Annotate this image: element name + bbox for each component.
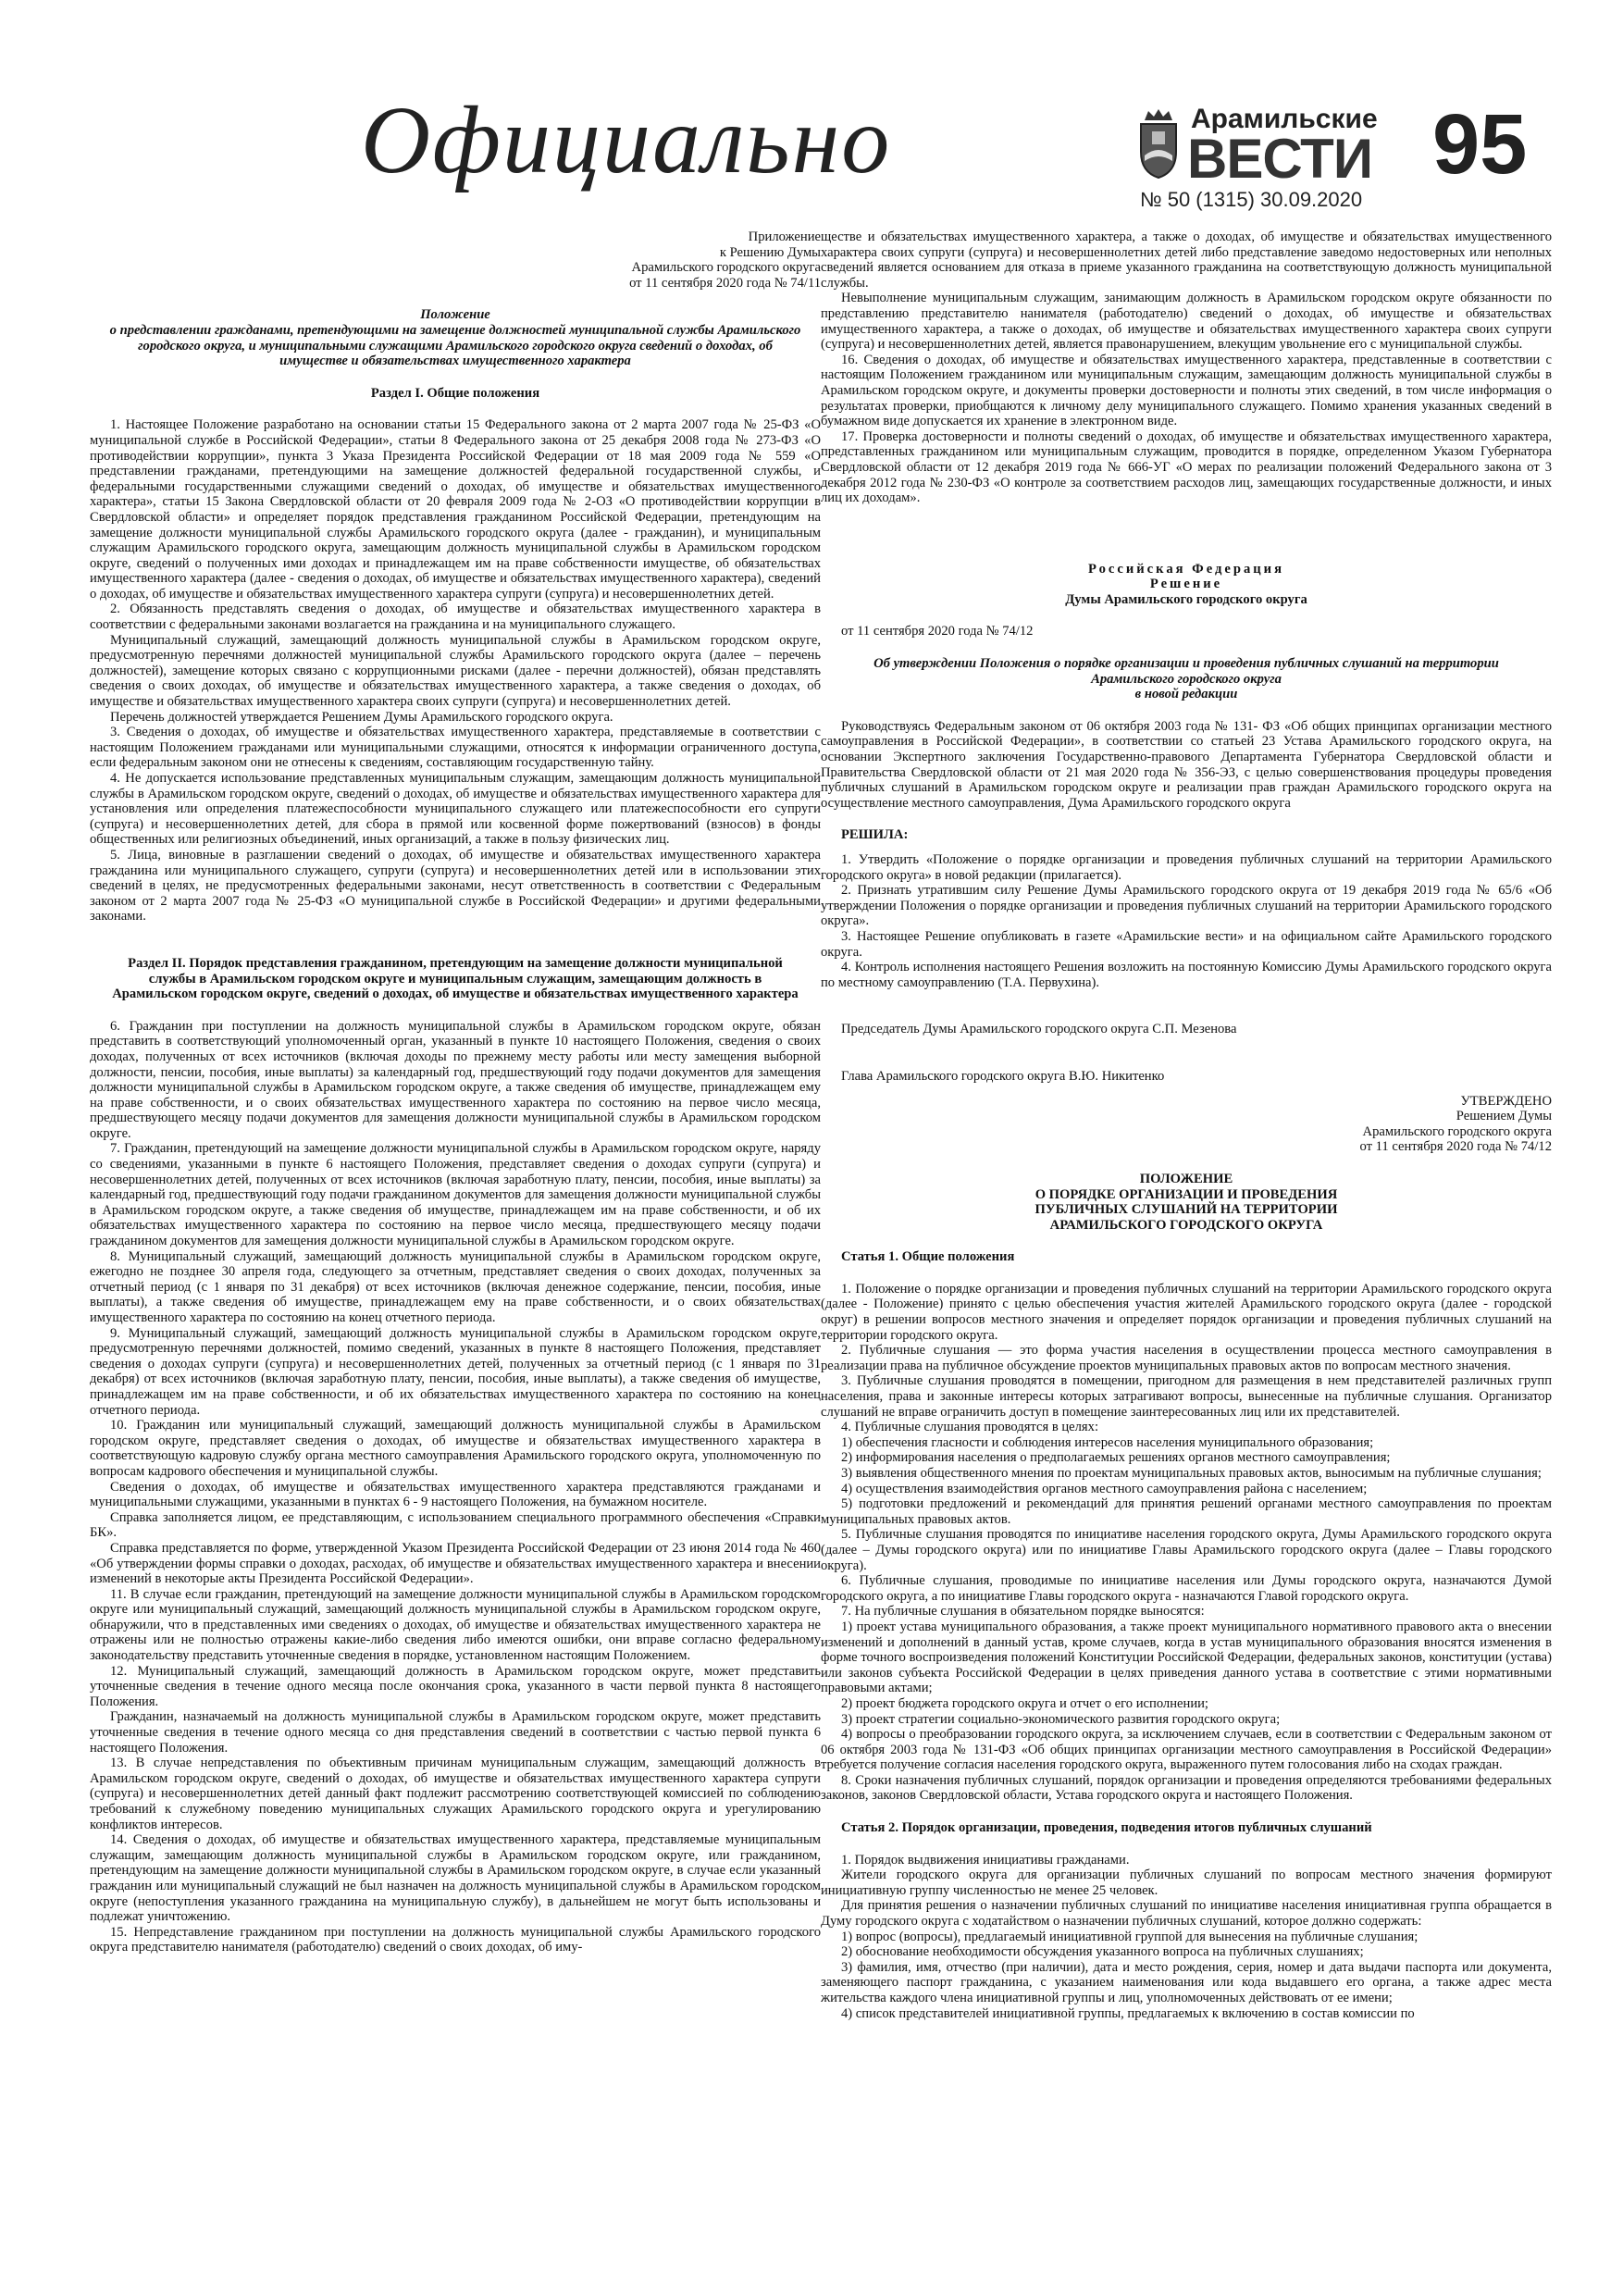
paragraph: 8. Муниципальный служащий, замещающий должность муниципальной службы в Арамильском городском округе, ежегодно не позднее 30 апреля года, следующего за отчетным, представляет сведения о своих доходах, полученных за отчетный период (с 1 января по 31 декабря) от всех источников (включая денежное содержание, пенсии, пособия, иные выплаты), а также сведения об имуществе, принадлежащем ему на праве собственности, и о своих обязательствах имущественного характера по состоянию на конец отчетного периода.: [90, 1248, 821, 1325]
regulation-title: О ПОРЯДКЕ ОРГАНИЗАЦИИ И ПРОВЕДЕНИЯ: [1035, 1186, 1338, 1202]
article-heading: Статья 1. Общие положения: [841, 1249, 1015, 1265]
paragraph: 2. Публичные слушания — это форма участия населения в осуществлении процесса местного самоуправления в реализации права на публичное обсуждение проектов муниципальных правовых актов по вопросам местного значения.: [821, 1343, 1552, 1373]
paragraph: 4) осуществления взаимодействия органов местного самоуправления района с населением;: [841, 1481, 1368, 1496]
paragraph: 3) проект стратегии социально-экономического развития городского округа;: [841, 1711, 1281, 1727]
paragraph: 1) обеспечения гласности и соблюдения интересов населения муниципального образования;: [841, 1434, 1374, 1450]
resolution-item: 3. Настоящее Решение опубликовать в газете «Арамильские вести» и на официальном сайте Арамильского городского округа.: [821, 928, 1552, 960]
paragraph: 8. Сроки назначения публичных слушаний, порядок организации и проведения определяются требованиями федеральных законов, законов Свердловской области, Устава городского округа и настоящего Положения.: [821, 1772, 1552, 1804]
decision-date: от 11 сентября 2020 года № 74/12: [841, 624, 1034, 639]
paragraph: 4. Не допускается использование представленных муниципальным служащим, замещающим должность муниципальной службы в Арамильском городском округе, сведений о доходах, об имуществе и обязательствах имущественного характера для установления или определения платежеспособности муниципального служащего или платежеспособности его супруги (супруга) и несовершеннолетних детей, для сбора в прямой или косвенной форме пожертвований (взносов) в фонды общественных или религиозных объединений, иных организаций, а также в пользу физических лиц.: [90, 771, 821, 848]
issue-line: № 50 (1315) 30.09.2020: [1140, 188, 1363, 211]
appendix-line: Приложение: [748, 230, 821, 244]
paragraph: 3) фамилия, имя, отчество (при наличии), дата и место рождения, серия, номер и дата выдачи паспорта или документа, заменяющего паспорт гражданина, с указанием наименования или кода выдавшего его органа, а также адрес места жительства каждого члена инициативной группы и лиц, уполномоченных действовать от ее имени;: [821, 1959, 1552, 2005]
decision-title: Об утверждении Положения о порядке организации и проведения публичных слушаний на территории Арамильского городского округа: [873, 656, 1499, 687]
appendix-line: Арамильского городского округа: [631, 260, 821, 276]
paragraph: 5. Лица, виновные в разглашении сведений о доходах, об имуществе и обязательствах имущественного характера гражданина или муниципального служащего, супруги (супруга) и несовершеннолетних детей или в использовании этих сведений в целях, не предусмотренных федеральными законами, несут ответственность в соответствии с Федеральным законом от 2 марта 2007 года № 25-ФЗ «О муниципальной службе в Российской Федерации» и другими федеральными законами.: [90, 847, 821, 925]
logo-main-text: ВЕСТИ: [1187, 128, 1372, 190]
signature-chair: Председатель Думы Арамильского городского округа С.П. Мезенова: [841, 1022, 1237, 1037]
decision-country: Российская Федерация: [1088, 561, 1284, 577]
paragraph: Жители городского округа для организации публичных слушаний по вопросам местного значения формируют инициативную группу численностью не менее 25 человек.: [821, 1868, 1552, 1898]
masthead: [0, 0, 1623, 213]
paragraph: 4) список представителей инициативной группы, предлагаемых к включению в состав комиссии по: [841, 2005, 1415, 2021]
paragraph: 15. Непредставление гражданином при поступлении на должность муниципальной службы Арамильского городского округа представителю нанимателя (работодателю) сведений о своих доходах, об иму-: [90, 1924, 821, 1955]
article-heading: Статья 2. Порядок организации, проведения, подведения итогов публичных слушаний: [841, 1820, 1372, 1836]
resolved-label: РЕШИЛА:: [841, 827, 909, 843]
paragraph: 6. Публичные слушания, проводимые по инициативе населения или Думы городского округа, назначаются Думой городского округа, а по инициативе Главы городского округа - назначаются Главой городского округа.: [821, 1573, 1552, 1604]
paragraph: Справка представляется по форме, утвержденной Указом Президента Российской Федерации от 23 июня 2014 года № 460 «Об утверждении формы справки о доходах, расходах, об имуществе и обязательствах имущественного характера и внесении изменений в некоторые акты Президента Российской Федерации».: [90, 1540, 821, 1587]
paragraph: 10. Гражданин или муниципальный служащий, замещающий должность муниципальной службы в Арамильском городском округе, представляет сведения о доходах, об имуществе и обязательствах имущественного характера в соответствующую кадровую службу органа местного самоуправления Арамильского городского округа, уполномоченную по вопросам кадрового обеспечения и муниципальной службы.: [90, 1418, 821, 1479]
paragraph: 13. В случае непредставления по объективным причинам муниципальным служащим, замещающий должность в Арамильском городском округе, сведений о доходах, об имуществе и обязательствах имущественного характера супруги (супруга) и несовершеннолетних детей данный факт подлежит рассмотрению соответствующей комиссией по соблюдению требований к служебному поведению муниципальных служащих Арамильского городского округа и урегулированию конфликтов интересов.: [90, 1756, 821, 1832]
decision-preamble: Руководствуясь Федеральным законом от 06 октября 2003 года № 131- ФЗ «Об общих принципах организации местного самоуправления в Российской Федерации», в соответствии со статьей 23 Устава Арамильского городского округа, на основании Экспертного заключения Государственно-правового Департамента Губернатора Свердловской области и Правительства Свердловской области от 21 мая 2020 года № 356-ЭЗ, с целью совершенствования процедуры проведения публичных слушаний в Арамильском городском округе и реализации прав граждан Арамильского городского округа на осуществление местного самоуправления, Дума Арамильского городского округа: [821, 718, 1552, 811]
approved-line: от 11 сентября 2020 года № 74/12: [1359, 1139, 1552, 1155]
appendix-line: к Решению Думы: [719, 244, 821, 260]
paragraph: 4. Публичные слушания проводятся в целях:: [841, 1420, 1099, 1435]
paragraph: 9. Муниципальный служащий, замещающий должность муниципальной службы в Арамильском городском округе, предусмотренную перечнями должностей, помимо сведений, указанных в пункте 8 настоящего Положения, представляет сведения о доходах супруги (супруга) и несовершеннолетних детей, полученных за отчетный период (с 1 января по 31 декабря) от всех источников (включая заработную плату, пенсии, пособия, иные выплаты), а также сведения об имуществе, принадлежащем им на праве собственности, и об их обязательствах имущественного характера по состоянию на конец отчетного периода.: [90, 1325, 821, 1418]
paragraph: 1) проект устава муниципального образования, а также проект муниципального нормативного правового акта о внесении изменений и дополнений в данный устав, кроме случаев, когда в устав муниципального образования вносятся изменения в форме точного воспроизведения положений Конституции Российской Федерации, федеральных законов, конституции (устава) или законов субъекта Российской Федерации в целях приведения данного устава в соответствие с этими нормативными правовыми актами;: [821, 1619, 1552, 1696]
paragraph: 1) вопрос (вопросы), предлагаемый инициативной группой для вынесения на публичные слушания;: [841, 1929, 1419, 1944]
paragraph: Справка заполняется лицом, ее представляющим, с использованием специального программного обеспечения «Справки БК».: [90, 1509, 821, 1541]
logo-top-text: Арамильские: [1191, 104, 1378, 134]
paragraph: 5. Публичные слушания проводятся по инициативе населения городского округа, Думы Арамильского городского округа (далее – Думы городского округа) или по инициативе Главы Арамильского городского округа (далее – Главы городского округа).: [821, 1527, 1552, 1573]
paragraph: 6. Гражданин при поступлении на должность муниципальной службы в Арамильском городском округе, обязан представить в соответствующий уполномоченный орган, указанный в пункте 10 настоящего Положения, сведения о своих доходах, полученных от всех источников (включая доходы по прежнему месту работы или месту замещения выборной должности, пенсии, пособия, иные выплаты) за календарный год, предшествующий году подачи документов для замещения должности муниципальной службы в Арамильском городском округе, а также сведения об имуществе, принадлежащем ему на праве собственности, и о своих обязательствах имущественного характера по состоянию на первое число месяца, предшествующего месяцу подачи документов для замещения должности муниципальной службы в Арамильском городском округе.: [90, 1018, 821, 1141]
paragraph: Муниципальный служащий, замещающий должность муниципальной службы в Арамильском городском округе, предусмотренную перечнями должностей муниципальной службы Арамильского городского округа (далее – перечень должностей), замещение которых связано с коррупционными рисками (далее - перечни должностей), обязан представлять сведения о своих доходах, об имуществе и обязательствах имущественного характера, а также сведения о доходах, об имуществе и обязательствах имущественного характера своих супруги (супруга) и несовершеннолетних детей.: [90, 632, 821, 710]
paragraph: 14. Сведения о доходах, об имуществе и обязательствах имущественного характера, представляемые муниципальным служащим, замещающим должность муниципальной службы в Арамильском городском округе, или гражданином, претендующим на замещение должности муниципальной службы в Арамильском городском округе, в случае если указанный гражданин или муниципальный служащий не был назначен на должность муниципальной службы в Арамильском городском округе (непоступления указанного гражданина на муниципальную службу), в дальнейшем не могут быть использованы и подлежат уничтожению.: [90, 1832, 821, 1925]
paragraph: 3) выявления общественного мнения по проектам муниципальных правовых актов, выносимым на публичные слушания;: [841, 1466, 1542, 1481]
paragraph: 1. Положение о порядке организации и проведения публичных слушаний на территории Арамильского городского округа (далее - Положение) принято с целью обеспечения участия жителей Арамильского городского округа (далее - городской округ) в решении вопросов местного значения и определяет порядок организации и проведения публичных слушаний на территории городского округа.: [821, 1281, 1552, 1343]
paragraph: 3. Сведения о доходах, об имуществе и обязательствах имущественного характера, представляемые в соответствии с настоящим Положением гражданами или муниципальными служащими, относятся к информации ограниченного доступа, если федеральным законом они не отнесены к сведениям, составляющим государственную тайну.: [90, 725, 821, 771]
paragraph: 7. На публичные слушания в обязательном порядке выносятся:: [841, 1604, 1205, 1620]
paragraph: Невыполнение муниципальным служащим, занимающим должность в Арамильском городском округе обязанности по представлению представителю нанимателя (работодателю) сведений о доходах, об имуществе и обязательствах имущественного характера, а также о доходах, об имуществе и обязательствах имущественного характера своих супруги (супруга) и несовершеннолетних детей, является правонарушением, влекущим увольнение его с муниципальной службы.: [821, 291, 1552, 353]
paragraph: 1. Порядок выдвижения инициативы гражданами.: [841, 1852, 1130, 1868]
paragraph: Гражданин, назначаемый на должность муниципальной службы в Арамильском городском округе, может представить уточненные сведения в течение одного месяца со дня представления сведений в соответствии с частью первой пункта 6 настоящего Положения.: [90, 1709, 821, 1756]
paragraph: 4) вопросы о преобразовании городского округа, за исключением случаев, если в соответствии с Федеральным законом от 06 октября 2003 года № 131-ФЗ «Об общих принципах организации местного самоуправления в Российской Федерации» требуется получение согласия населения городского округа, выраженного путем голосования либо на сходах граждан.: [821, 1727, 1552, 1773]
appendix-line: от 11 сентября 2020 года № 74/11: [629, 275, 821, 291]
doc-subtitle: о представлении гражданами, претендующими на замещение должностей муниципальной службы Арамильского городского округа, и муниципальными служащими Арамильского городского округа сведений о доходах, об имуществе и обязательствах имущественного характера: [109, 322, 801, 369]
paragraph: 2) проект бюджета городского округа и отчет о его исполнении;: [841, 1695, 1208, 1711]
paragraph: 16. Сведения о доходах, об имуществе и обязательствах имущественного характера, представленные в соответствии с настоящим Положением гражданином или муниципальным служащим, замещающим должность муниципальной службы в Арамильском городском округе, и документы проверки достоверности и полноты этих сведений, в том числе информация о результатах проверки, приобщаются к личному делу муниципального служащего. Помимо хранения указанных сведений в бумажном виде допускается их хранение в электронном виде.: [821, 352, 1552, 429]
doc-title: Положение: [420, 307, 490, 323]
approved-line: УТВЕРЖДЕНО: [1460, 1093, 1552, 1109]
decision-body: Думы Арамильского городского округа: [1065, 591, 1307, 607]
paragraph: Перечень должностей утверждается Решением Думы Арамильского городского округа.: [110, 709, 613, 725]
signature-head: Глава Арамильского городского округа В.Ю. Никитенко: [841, 1068, 1165, 1084]
paragraph: ществе и обязательствах имущественного характера, а также о доходах, об имуществе и обязательствах имущественного характера своих супруги (супруга) и несовершеннолетних детей либо представление заведомо недостоверных или неполных сведений является основанием для отказа в приеме указанного гражданина на соответствующую должность муниципальной службы.: [821, 230, 1552, 291]
right-column: [821, 230, 1552, 2275]
page-number: 95: [1432, 97, 1528, 192]
approved-line: Арамильского городского округа: [1362, 1123, 1552, 1139]
regulation-title: ПУБЛИЧНЫХ СЛУШАНИЙ НА ТЕРРИТОРИИ: [1035, 1202, 1338, 1218]
section-title: Официально: [361, 87, 892, 193]
left-column: [90, 230, 821, 2275]
paragraph: 1. Настоящее Положение разработано на основании статьи 15 Федерального закона от 2 марта 2007 года № 25-ФЗ «О муниципальной службе в Российской Федерации», статьи 8 Федерального закона от 25 декабря 2008 года № 273-ФЗ «О противодействии коррупции», пункта 3 Указа Президента Российской Федерации от 18 мая 2009 года № 559 «О представлении гражданами, претендующими на замещение должностей федеральной государственной службы, и федеральными государственными служащими сведений о доходах, об имуществе и обязательствах имущественного характера», статьи 15 Закона Свердловской области от 20 февраля 2009 года № 2-ОЗ «О противодействии коррупции в Свердловской области» и определяет порядок представления гражданином Российской Федерации, претендующим на замещение должности муниципальной службы Арамильского городского округа (далее - гражданин), и муниципальным служащим Арамильского городского округа, замещающим должность муниципальной службы в Арамильском городском округе, сведений о полученных ими доходах и принадлежащем им на праве собственности имуществе, об обязательствах имущественного характера (далее - сведения о доходах, об имуществе и обязательствах имущественного характера), сведений о доходах, об имуществе и обязательствах имущественного характера супруги (супруга) и несовершеннолетних детей.: [90, 417, 821, 602]
paragraph: 2) информирования населения о предполагаемых решениях органов местного самоуправления;: [841, 1450, 1391, 1466]
crest-icon: [1135, 107, 1182, 180]
paragraph: 3. Публичные слушания проводятся в помещении, пригодном для размещения в нем представителей различных групп населения, права и законные интересы которых затрагивают вопросы, вынесенные на публичные слушания. Организатор слушаний не вправе ограничить доступ в помещение заинтересованных лиц или их представителей.: [821, 1373, 1552, 1420]
paragraph: 12. Муниципальный служащий, замещающий должность в Арамильском городском округе, может представить уточненные сведения в течение одного месяца после окончания срока, указанного в части первой пункта 8 настоящего Положения.: [90, 1663, 821, 1709]
paragraph: 2) обоснование необходимости обсуждения указанного вопроса на публичных слушаниях;: [841, 1944, 1364, 1960]
regulation-title: АРАМИЛЬСКОГО ГОРОДСКОГО ОКРУГА: [1049, 1217, 1323, 1233]
decision-title-2: в новой редакции: [1134, 687, 1238, 702]
paragraph: Сведения о доходах, об имуществе и обязательствах имущественного характера представляются гражданами и муниципальными служащими, указанными в пунктах 6 - 9 настоящего Положения, на бумажном носителе.: [90, 1479, 821, 1510]
approved-line: Решением Думы: [1456, 1109, 1552, 1124]
paragraph: 17. Проверка достоверности и полноты сведений о доходах, об имуществе и обязательствах имущественного характера, представленных гражданином или муниципальным служащим, проводится в порядке, определенном Указом Губернатора Свердловской области от 12 декабря 2019 года № 666-УГ «О мерах по реализации положений Федерального закона от 3 декабря 2012 года № 230-ФЗ «О контроле за соответствием расходов лиц, замещающих государственные должности, и иных лиц их доходам».: [821, 428, 1552, 506]
decision-label: Решение: [1149, 577, 1223, 592]
approved-note: [821, 1094, 1552, 1155]
regulation-title: ПОЛОЖЕНИЕ: [1139, 1171, 1233, 1186]
section-heading: Раздел II. Порядок представления гражданином, претендующим на замещение должности муниципальной службы в Арамильском городском округе и муниципальным служащим, замещающим должность в Арамильском городском округе, сведений о доходах, об имуществе и обязательствах имущественного характера: [112, 955, 799, 1002]
resolution-item: 1. Утвердить «Положение о порядке организации и проведения публичных слушаний на территории Арамильского городского округа» в новой редакции (прилагается).: [821, 852, 1552, 883]
section-heading: Раздел I. Общие положения: [370, 385, 540, 401]
resolution-item: 2. Признать утратившим силу Решение Думы Арамильского городского округа от 19 декабря 2019 года № 65/6 «Об утверждении Положения о порядке организации и проведения публичных слушаний на территории Арамильского городского округа».: [821, 883, 1552, 929]
paragraph: 11. В случае если гражданин, претендующий на замещение должности муниципальной службы в Арамильском городском округе или муниципальный служащий, замещающий должность муниципальной службы в Арамильском городском округе, обнаружили, что в представленных ими сведениях о доходах, об имуществе и обязательствах имущественного характера не отражены или не полностью отражены какие-либо сведения либо имеются ошибки, они вправе согласно федеральному законодательству представить уточненные сведения в порядке, установленном настоящим Положением.: [90, 1586, 821, 1664]
paragraph: Для принятия решения о назначении публичных слушаний по инициативе населения инициативная группа обращается в Думу городского округа с ходатайством о назначении публичных слушаний, которое должно содержать:: [821, 1898, 1552, 1930]
paragraph: 2. Обязанность представлять сведения о доходах, об имуществе и обязательствах имущественного характера в соответствии с федеральными законами возлагается на гражданина и на муниципального служащего.: [90, 602, 821, 633]
appendix-note: [90, 230, 821, 291]
resolution-item: 4. Контроль исполнения настоящего Решения возложить на постоянную Комиссию Думы Арамильского городского округа по местному самоуправлению (Т.А. Первухина).: [821, 960, 1552, 990]
paragraph: 5) подготовки предложений и рекомендаций для принятия решений органами местного самоуправления по проектам муниципальных правовых актов.: [821, 1496, 1552, 1527]
paragraph: 7. Гражданин, претендующий на замещение должности муниципальной службы в Арамильском городском округе, наряду со сведениями, указанными в пункте 6 настоящего Положения, представляет сведения о доходах супруги (супруга) и несовершеннолетних детей, полученных от всех источников (включая заработную плату, пенсии, пособия, иные выплаты) за календарный год, предшествующий году подачи гражданином документов для замещения должности муниципальной службы в Арамильском городском округе, а также сведения об имуществе, принадлежащем им на праве собственности, и об их обязательствах имущественного характера по состоянию на первое число месяца, предшествующего месяцу подачи гражданином документов для замещения должности муниципальной службы в Арамильском городском округе.: [90, 1141, 821, 1249]
newspaper-logo: [1135, 104, 1422, 190]
